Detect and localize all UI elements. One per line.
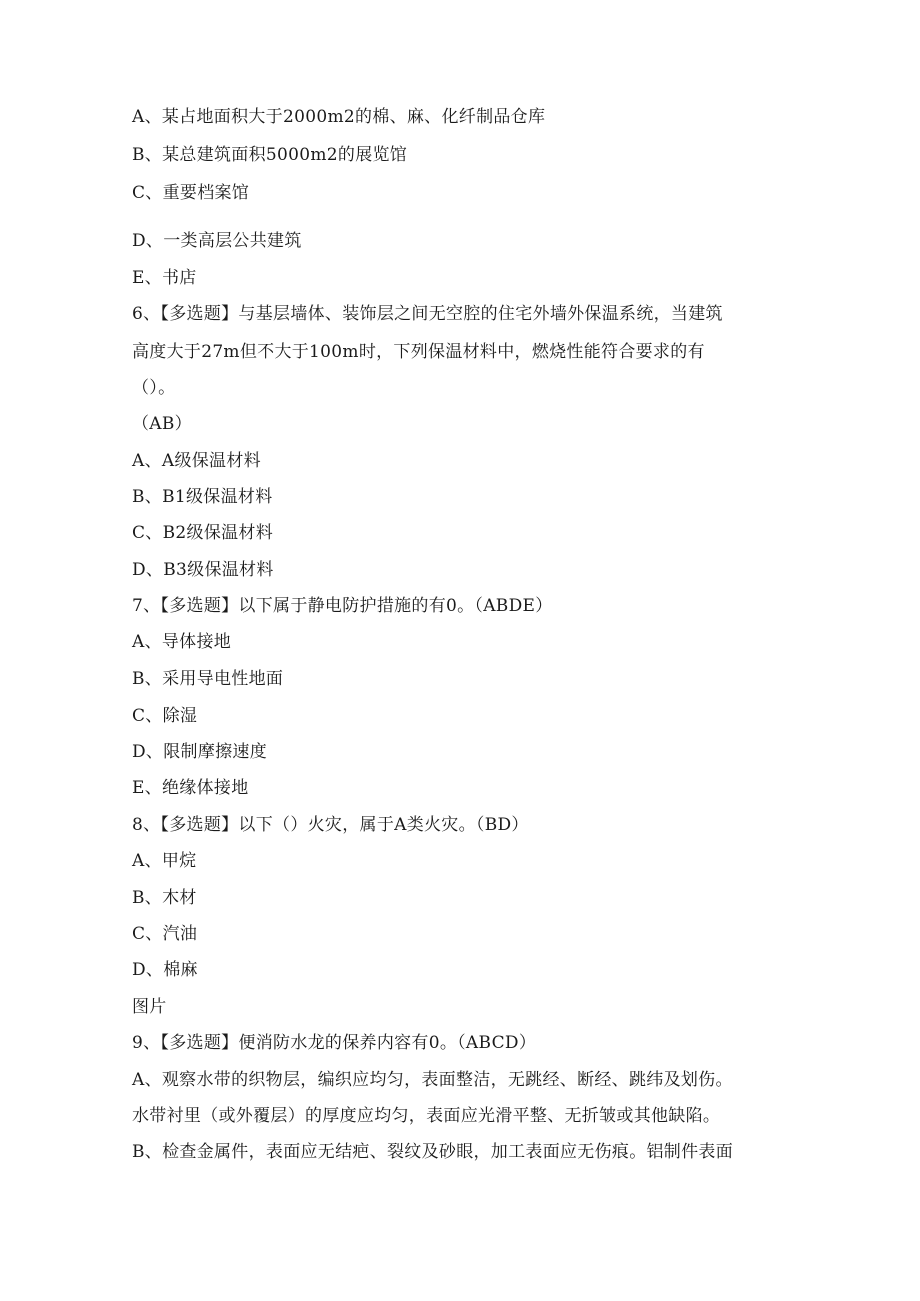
option-line: A、A级保温材料 (132, 451, 261, 471)
option-line: 水带衬里（或外覆层）的厚度应均匀，表面应光滑平整、无折皱或其他缺陷。 (132, 1106, 721, 1126)
option-line: C、汽油 (132, 924, 198, 944)
option-line: C、B2级保温材料 (132, 523, 274, 543)
option-line: D、棉麻 (132, 960, 198, 980)
option-line: E、书店 (132, 268, 197, 288)
question-line: （）。 (132, 378, 176, 398)
answer-line: （AB） (132, 414, 192, 434)
question-line: 6、【多选题】与基层墙体、装饰层之间无空腔的住宅外墙外保温系统，当建筑 (132, 304, 723, 324)
question-line: 8、【多选题】以下（）火灾，属于A类火灾。（BD） (132, 815, 529, 835)
option-line: D、一类高层公共建筑 (132, 231, 302, 251)
option-line: B、B1级保温材料 (132, 487, 273, 507)
image-caption: 图片 (132, 997, 167, 1017)
option-line: A、某占地面积大于2000m2的棉、麻、化纤制品仓库 (132, 107, 546, 127)
option-line: B、某总建筑面积5000m2的展览馆 (132, 145, 408, 165)
question-line: 高度大于27m但不大于100m时，下列保温材料中，燃烧性能符合要求的有 (132, 342, 705, 362)
option-line: D、B3级保温材料 (132, 560, 274, 580)
option-line: E、绝缘体接地 (132, 778, 249, 798)
option-line: B、采用导电性地面 (132, 669, 284, 689)
option-line: B、木材 (132, 888, 197, 908)
option-line: D、限制摩擦速度 (132, 742, 268, 762)
option-line: A、导体接地 (132, 632, 232, 652)
option-line: B、检查金属件，表面应无结疤、裂纹及砂眼，加工表面应无伤痕。铝制件表面 (132, 1142, 733, 1162)
option-line: A、观察水带的织物层，编织应均匀，表面整洁，无跳经、断经、跳纬及划伤。 (132, 1070, 733, 1090)
option-line: C、除湿 (132, 706, 198, 726)
option-line: C、重要档案馆 (132, 183, 250, 203)
question-line: 9、【多选题】便消防水龙的保养内容有0。（ABCD） (132, 1033, 537, 1053)
question-line: 7、【多选题】以下属于静电防护措施的有0。（ABDE） (132, 596, 553, 616)
option-line: A、甲烷 (132, 851, 197, 871)
